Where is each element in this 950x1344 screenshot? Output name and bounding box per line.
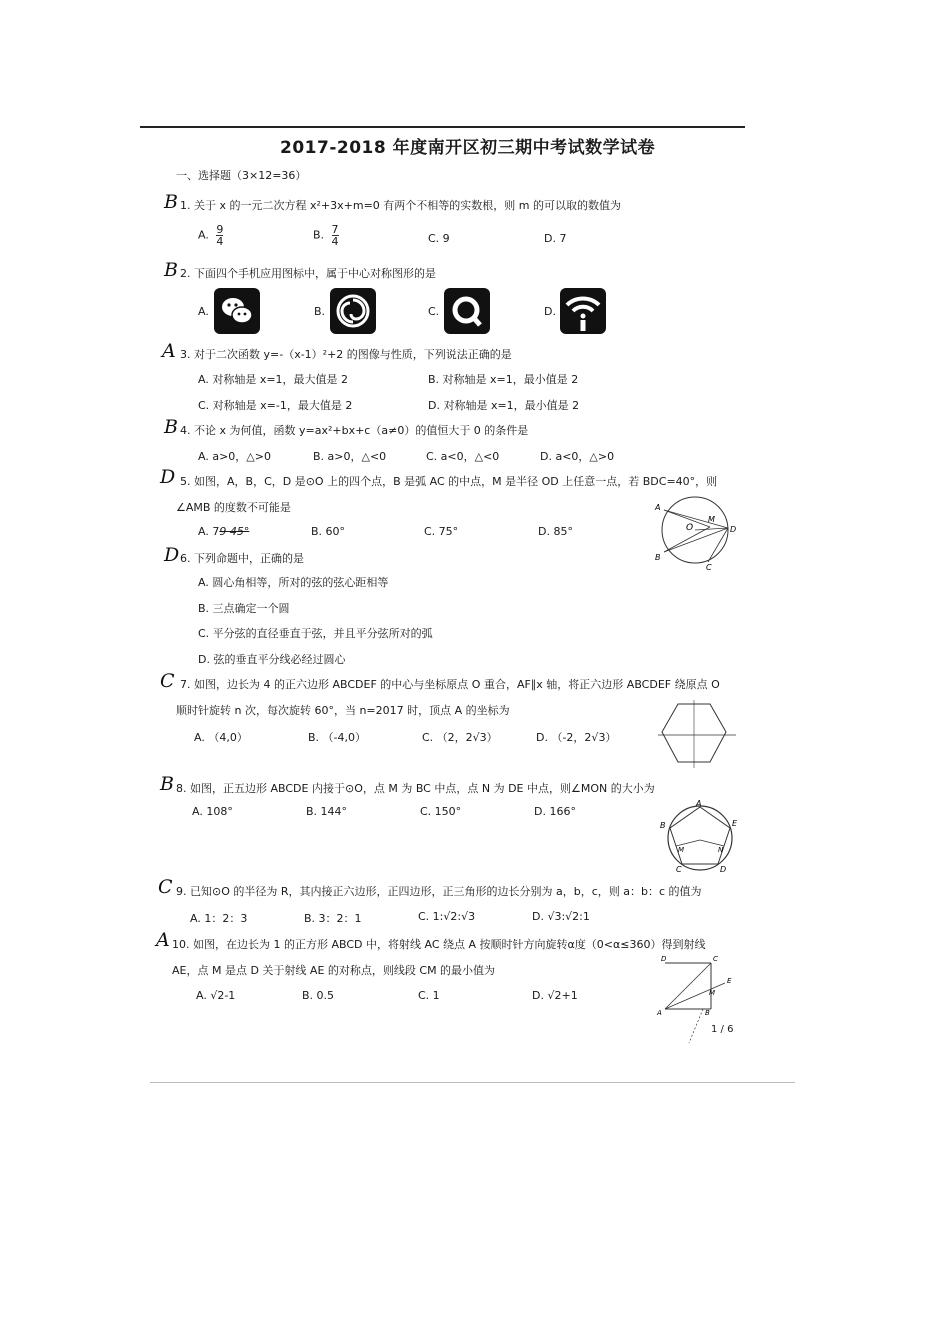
question-7-num: 7. (180, 678, 191, 691)
q8-label-d: D (720, 865, 727, 874)
q5-label-a: A (655, 503, 661, 512)
section-heading: 一、选择题（3×12=36） (176, 169, 307, 182)
exam-title: 2017-2018 年度南开区初三期中考试数学试卷 (280, 138, 656, 158)
q3-option-c: C. 对称轴是 x=-1，最大值是 2 (198, 399, 353, 412)
q5-label-o: O (686, 523, 694, 533)
question-7-line2: 顺时针旋转 n 次，每次旋转 60°，当 n=2017 时，顶点 A 的坐标为 (176, 704, 510, 717)
question-10-text: 如图，在边长为 1 的正方形 ABCD 中，将射线 AC 绕点 A 按顺时针方向旋转α度（0<α≤360）得到射线 (193, 938, 706, 951)
answer-mark-7: C (160, 670, 175, 692)
q10-option-a: A. √2-1 (196, 989, 236, 1002)
q7-option-d: D. （-2，2√3） (536, 731, 617, 744)
q7-option-c: C. （2，2√3） (422, 731, 498, 744)
q8-pentagon-figure (660, 800, 740, 876)
q3-option-d: D. 对称轴是 x=1，最小值是 2 (428, 399, 580, 412)
question-3-num: 3. (180, 348, 191, 361)
q9-option-c: C. 1:√2:√3 (418, 910, 476, 923)
q2-option-d: D. (544, 305, 556, 318)
question-6-num: 6. (180, 552, 191, 565)
q10-label-m: M (709, 989, 716, 997)
q6-option-d: D. 弦的垂直平分线必经过圆心 (198, 653, 346, 666)
q7-option-a: A. （4,0） (194, 731, 248, 744)
q6-option-a: A. 圆心角相等，所对的弦的弦心距相等 (198, 576, 389, 589)
page-number: 1 / 6 (711, 1024, 734, 1035)
q10-label-b: B (705, 1009, 710, 1017)
q6-option-c: C. 平分弦的直径垂直于弦，并且平分弦所对的弧 (198, 627, 433, 640)
q5-option-a-strike: 9 45° (219, 525, 250, 538)
answer-mark-10: A (156, 929, 170, 951)
q9-option-d: D. √3:√2:1 (532, 910, 590, 923)
q8-label-c: C (676, 865, 682, 874)
q8-option-d: D. 166° (534, 805, 576, 818)
q2-option-c: C. (428, 305, 440, 318)
q5-label-b: B (655, 553, 661, 562)
q4-option-d: D. a<0，△>0 (540, 450, 615, 463)
question-2-text: 下面四个手机应用图标中，属于中心对称图形的是 (194, 267, 436, 280)
q9-option-a: A. 1：2：3 (190, 912, 248, 925)
q5-option-c: C. 75° (424, 525, 459, 538)
q5-circle-figure (650, 490, 740, 570)
q8-label-m: M (678, 846, 685, 854)
answer-mark-5: D (160, 466, 176, 488)
question-9-text: 已知⊙O 的半径为 R，其内接正六边形，正四边形，正三角形的边长分别为 a，b，c，则 a：b：c 的值为 (190, 885, 702, 898)
q7-option-b: B. （-4,0） (308, 731, 367, 744)
q10-option-d: D. √2+1 (532, 989, 578, 1002)
q5-option-a (198, 525, 249, 538)
q8-label-n: N (718, 846, 724, 854)
q8-label-b: B (660, 821, 666, 830)
answer-mark-2: B (164, 259, 178, 281)
q5-label-d: D (730, 525, 737, 534)
answer-mark-1: B (164, 191, 178, 213)
question-5-line2: ∠AMB 的度数不可能是 (176, 501, 291, 514)
search-q-icon (444, 288, 490, 334)
spiral-app-icon (330, 288, 376, 334)
q5-option-b: B. 60° (311, 525, 346, 538)
q4-option-b: B. a>0，△<0 (313, 450, 387, 463)
q5-label-m: M (708, 515, 715, 524)
q10-option-c: C. 1 (418, 989, 440, 1002)
q1-option-b-label: B. (313, 228, 325, 242)
question-10-num: 10. (172, 938, 190, 951)
q4-option-c: C. a<0，△<0 (426, 450, 500, 463)
question-8 (176, 780, 655, 796)
q5-label-c: C (706, 563, 712, 572)
question-1-text: 关于 x 的一元二次方程 x²+3x+m=0 有两个不相等的实数根，则 m 的可以取的数值为 (194, 199, 621, 212)
q3-option-a: A. 对称轴是 x=1，最大值是 2 (198, 373, 349, 386)
question-5-num: 5. (180, 475, 191, 488)
q10-option-b: B. 0.5 (302, 989, 335, 1002)
q8-option-a: A. 108° (192, 805, 233, 818)
q8-label-e: E (732, 819, 738, 828)
question-10-line2: AE，点 M 是点 D 关于射线 AE 的对称点，则线段 CM 的最小值为 (172, 964, 496, 977)
q1-frac-a-num: 9 (216, 223, 224, 236)
q10-label-c: C (713, 955, 718, 963)
question-9-num: 9. (176, 885, 187, 898)
q6-option-b: B. 三点确定一个圆 (198, 602, 290, 615)
question-3 (180, 346, 512, 362)
q8-option-b: B. 144° (306, 805, 348, 818)
top-rule (140, 126, 745, 128)
q1-option-a (198, 224, 223, 247)
question-6-text: 下列命题中，正确的是 (194, 552, 304, 565)
answer-mark-3: A (162, 340, 176, 362)
question-8-text: 如图，正五边形 ABCDE 内接于⊙O，点 M 为 BC 中点，点 N 为 DE 中点，则∠MON 的大小为 (190, 782, 655, 795)
answer-mark-9: C (158, 876, 173, 898)
q2-option-a: A. (198, 305, 209, 318)
q10-label-e: E (727, 977, 732, 985)
question-8-num: 8. (176, 782, 187, 795)
q10-label-d: D (661, 955, 667, 963)
bottom-rule (150, 1082, 795, 1083)
question-4 (180, 422, 528, 438)
answer-mark-4: B (164, 416, 178, 438)
question-5 (180, 473, 717, 489)
q8-label-a: A (696, 799, 702, 808)
question-2 (180, 265, 436, 281)
answer-mark-8: B (160, 773, 174, 795)
q1-option-a-fraction (216, 224, 223, 247)
q1-frac-b-num: 7 (331, 223, 339, 236)
question-9 (176, 883, 702, 899)
q4-option-a: A. a>0，△>0 (198, 450, 271, 463)
q10-label-a: A (657, 1009, 662, 1017)
question-5-text: 如图，A，B，C，D 是⊙O 上的四个点，B 是弧 AC 的中点，M 是半径 OD 上任意一点，若 BDC=40°，则 (194, 475, 718, 488)
question-10 (172, 936, 705, 952)
q2-option-b: B. (314, 305, 326, 318)
question-2-num: 2. (180, 267, 191, 280)
q8-option-c: C. 150° (420, 805, 462, 818)
q1-option-b-fraction (332, 224, 339, 247)
question-1 (180, 197, 621, 213)
question-4-num: 4. (180, 424, 191, 437)
q1-frac-b-den: 4 (331, 235, 339, 248)
q1-option-b (313, 224, 339, 247)
q3-option-b: B. 对称轴是 x=1，最小值是 2 (428, 373, 579, 386)
question-6 (180, 550, 304, 566)
q1-option-a-label: A. (198, 228, 209, 242)
q1-frac-a-den: 4 (216, 235, 224, 248)
q1-option-d: D. 7 (544, 232, 567, 245)
question-4-text: 不论 x 为何值，函数 y=ax²+bx+c（a≠0）的值恒大于 0 的条件是 (194, 424, 529, 437)
q9-option-b: B. 3：2：1 (304, 912, 362, 925)
wechat-icon (214, 288, 260, 334)
question-7 (180, 676, 720, 692)
q5-option-d: D. 85° (538, 525, 573, 538)
question-1-num: 1. (180, 199, 191, 212)
question-7-text: 如图，边长为 4 的正六边形 ABCDEF 的中心与坐标原点 O 重合，AF∥x 轴，将正六边形 ABCDEF 绕原点 O (194, 678, 720, 691)
q1-option-c: C. 9 (428, 232, 450, 245)
q7-hexagon-figure (658, 700, 738, 770)
answer-mark-6: D (164, 544, 180, 566)
q5-option-a-label: A. 7 (198, 525, 220, 538)
question-3-text: 对于二次函数 y=-（x-1）²+2 的图像与性质，下列说法正确的是 (194, 348, 512, 361)
wifi-info-icon (560, 288, 606, 334)
